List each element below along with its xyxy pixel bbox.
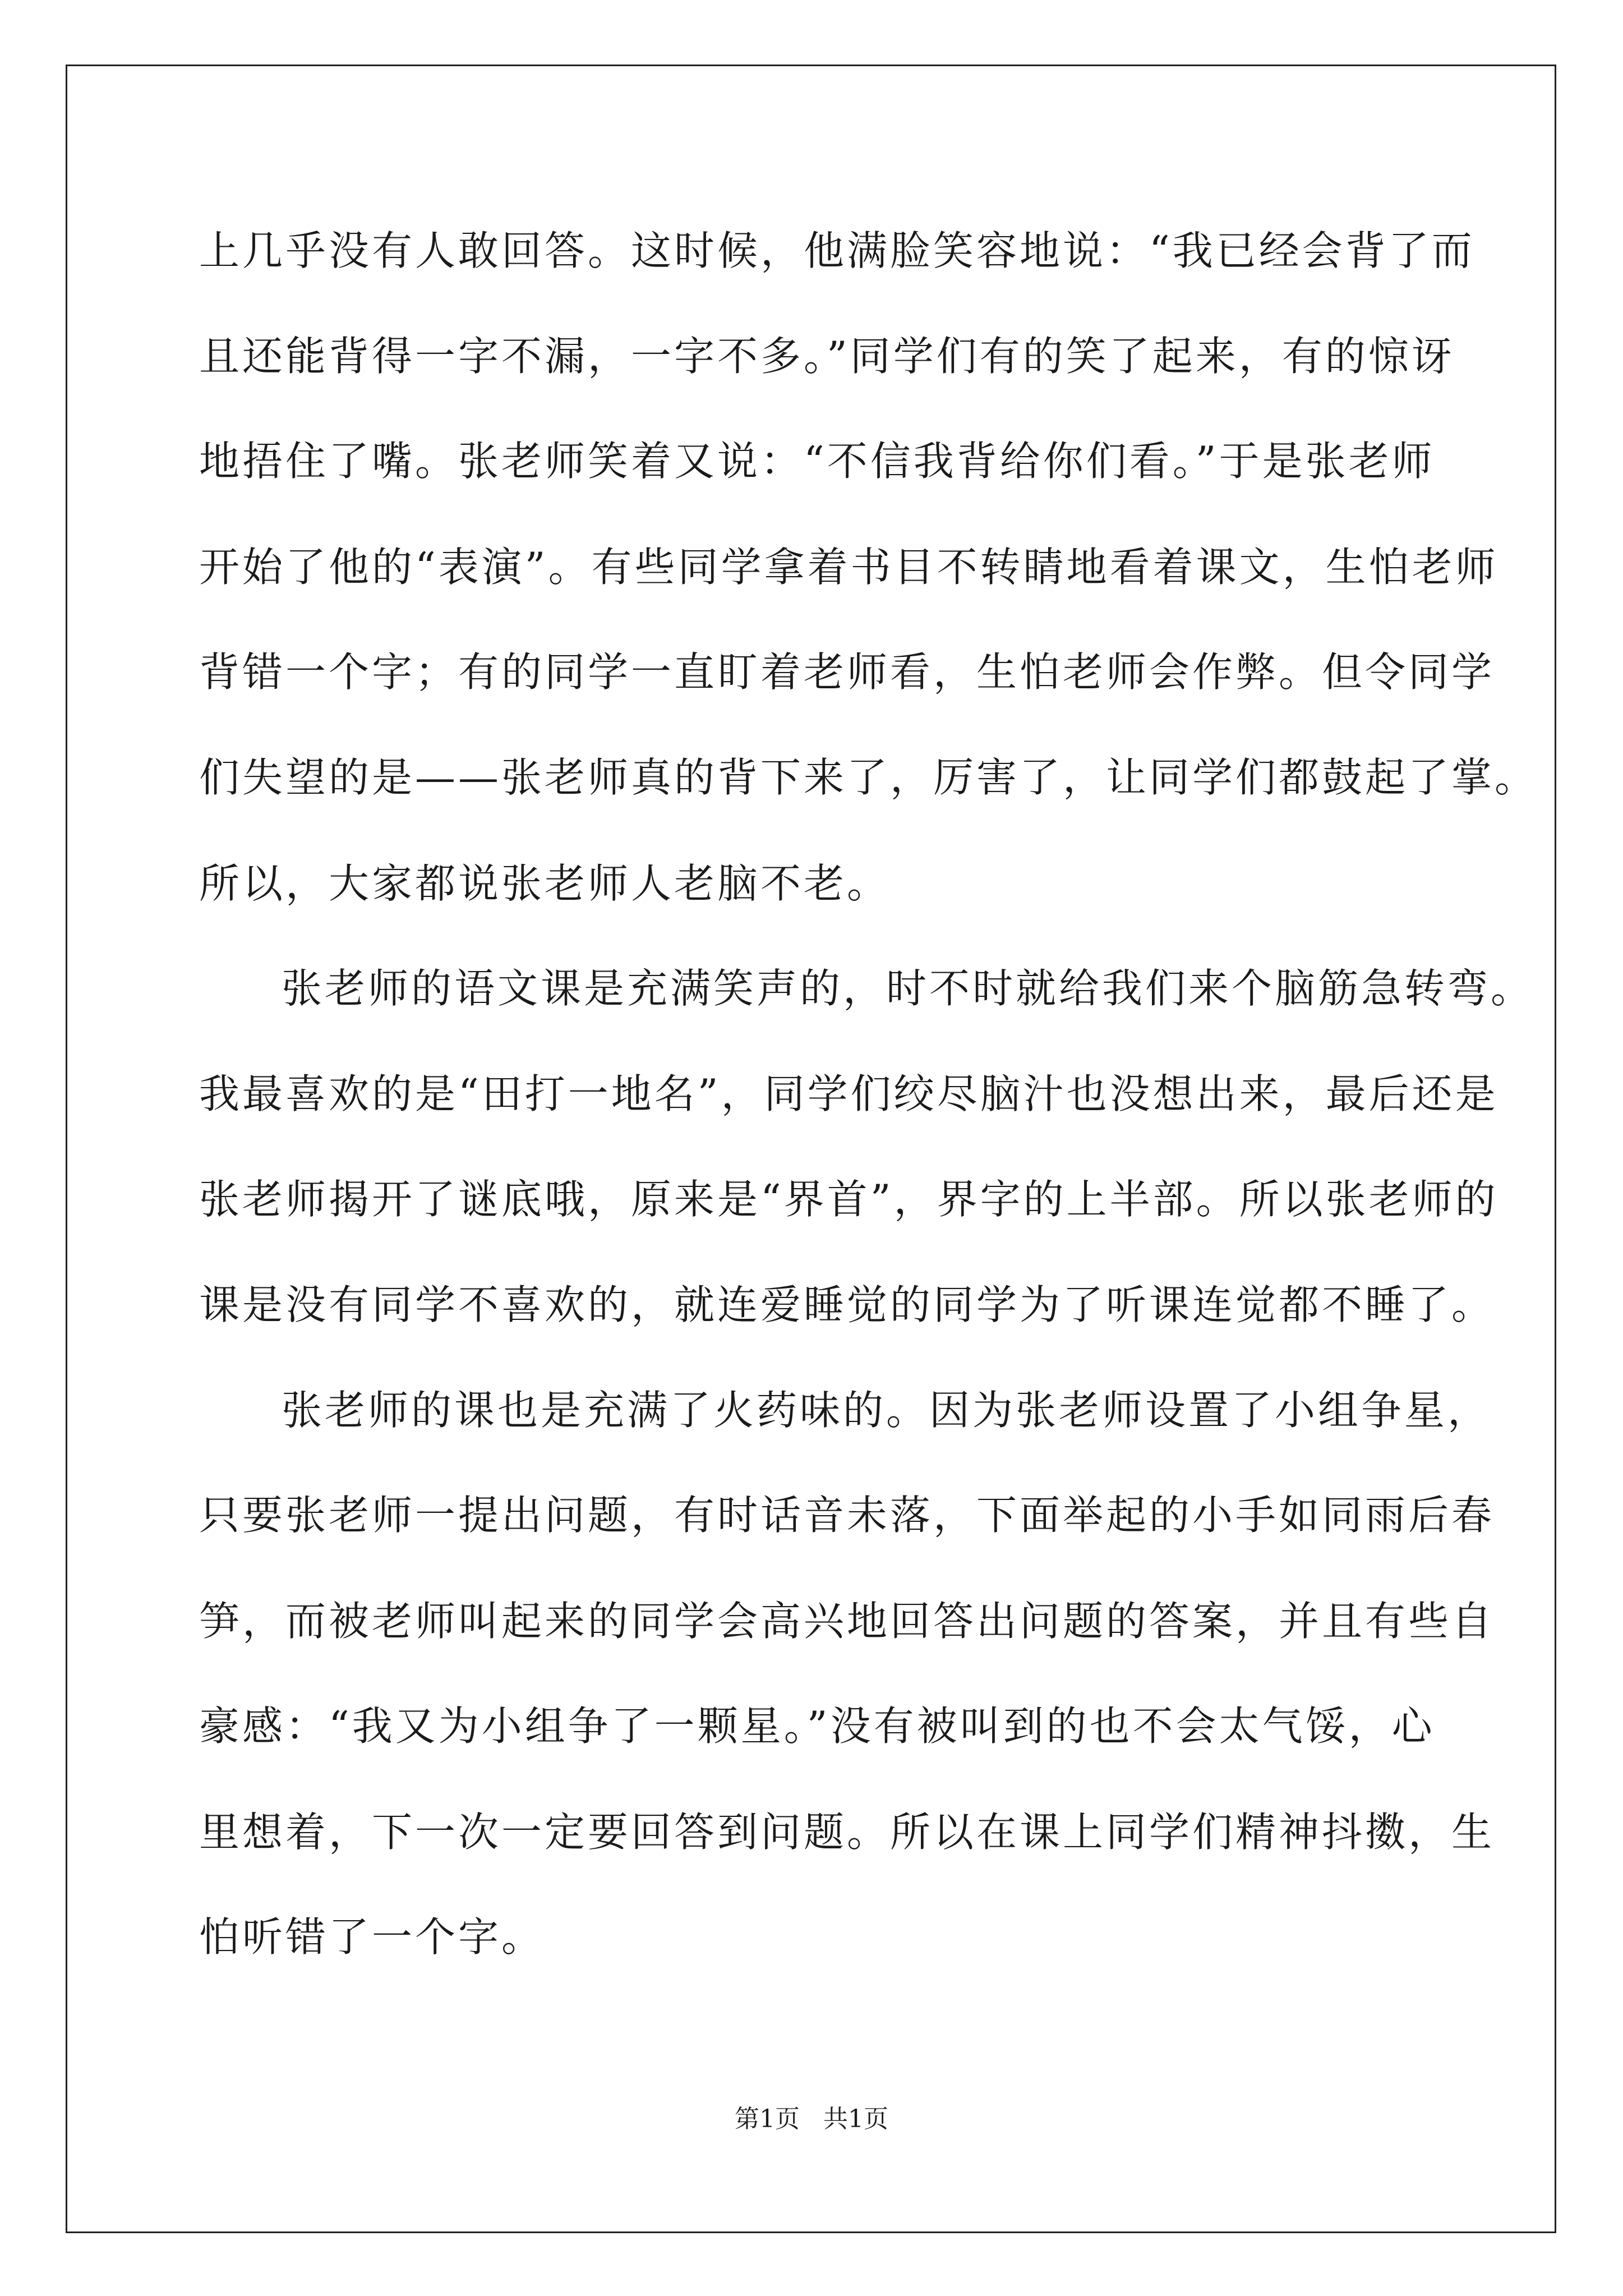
page-footer: 第1页 共1页 (735, 2105, 888, 2133)
text-line: 只要张老师一提出问题，有时话音未落，下面举起的小手如同雨后春 (199, 1492, 1495, 1539)
text-line: 背错一个字；有的同学一直盯着老师看，生怕老师会作弊。但令同学 (199, 648, 1495, 696)
text-line: 地捂住了嘴。张老师笑着又说：“不信我背给你们看。”于是张老师 (199, 438, 1435, 485)
text-line: 怕听错了一个字。 (199, 1913, 545, 1961)
text-line: 里想着，下一次一定要回答到问题。所以在课上同学们精神抖擞，生 (199, 1809, 1495, 1856)
text-line: 们失望的是——张老师真的背下来了，厉害了，让同学们都鼓起了掌。 (199, 754, 1538, 801)
text-line: 上几乎没有人敢回答。这时候，他满脸笑容地说：“我已经会背了而 (199, 227, 1475, 274)
text-line: 笋，而被老师叫起来的同学会高兴地回答出问题的答案，并且有些自 (199, 1598, 1495, 1645)
paragraph-first-line: 张老师的语文课是充满笑声的，时不时就给我们来个脑筋急转弯。 (282, 965, 1534, 1012)
text-line: 所以，大家都说张老师人老脑不老。 (199, 860, 891, 907)
paragraph-first-line: 张老师的课也是充满了火药味的。因为张老师设置了小组争星， (282, 1387, 1491, 1434)
text-line: 张老师揭开了谜底哦，原来是“界首”，界字的上半部。所以张老师的 (199, 1176, 1498, 1223)
text-line: 且还能背得一字不漏，一字不多。”同学们有的笑了起来，有的惊讶 (199, 333, 1455, 380)
text-line: 开始了他的“表演”。有些同学拿着书目不转睛地看着课文，生怕老师 (199, 544, 1498, 591)
text-line: 课是没有同学不喜欢的，就连爱睡觉的同学为了听课连觉都不睡了。 (199, 1281, 1495, 1328)
text-line: 豪感：“我又为小组争了一颗星。”没有被叫到的也不会太气馁，心 (199, 1703, 1435, 1750)
text-line: 我最喜欢的是“田打一地名”，同学们绞尽脑汁也没想出来，最后还是 (199, 1070, 1498, 1117)
